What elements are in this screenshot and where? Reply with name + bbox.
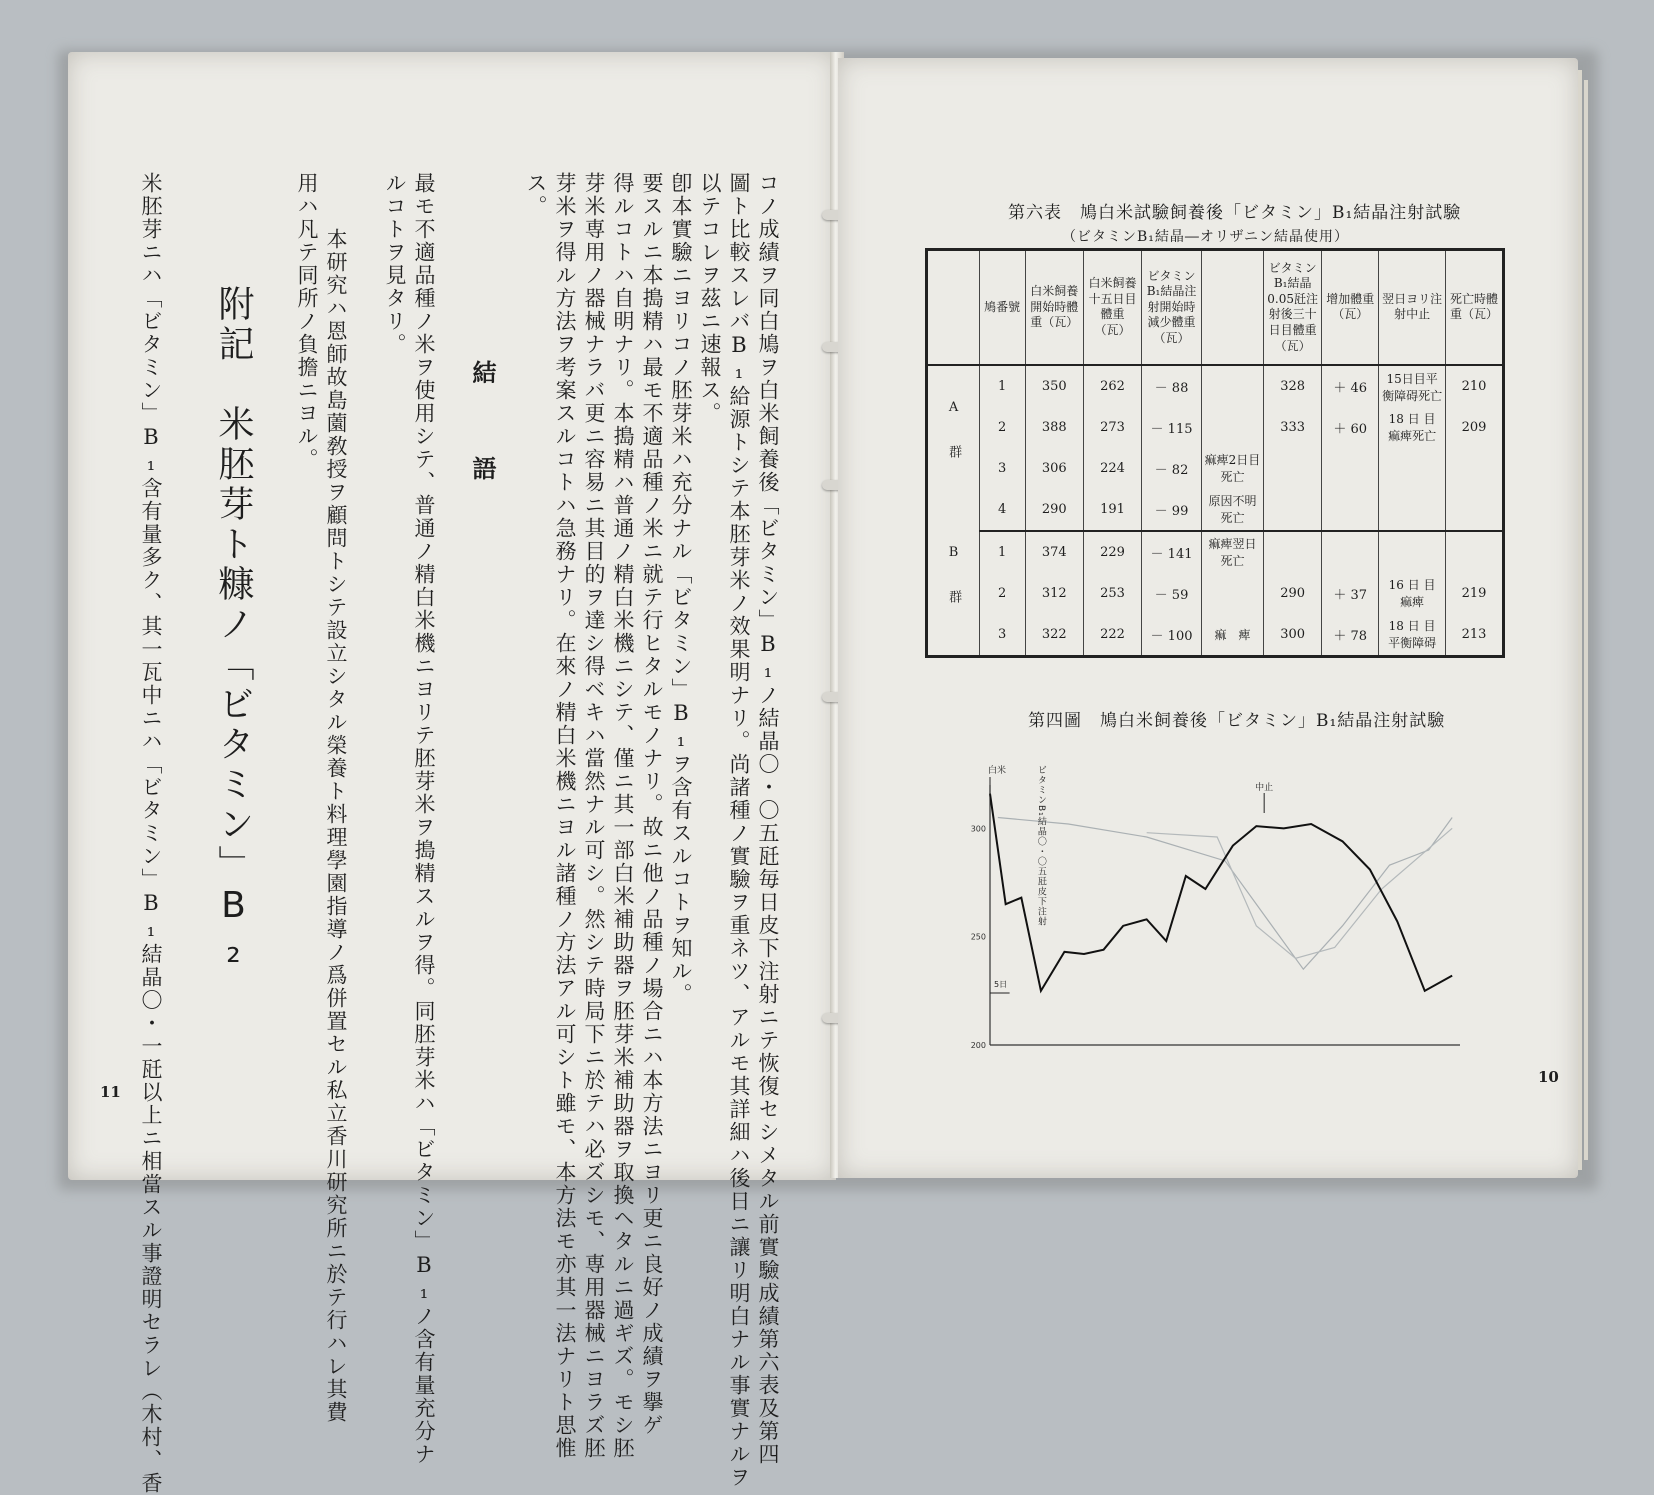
table-cell: 209 — [1446, 407, 1504, 448]
table-cell — [1446, 489, 1504, 531]
table-cell: 388 — [1025, 407, 1083, 448]
table-cell: 18 日 目 平衡障碍 — [1379, 614, 1446, 657]
table-cell — [1264, 448, 1322, 489]
table-row — [927, 531, 1504, 573]
body-text-column: 本研究ハ恩師故島薗敎授ヲ顧問トシテ設立シタル榮養ト料理學園指導ノ爲併置セル私立香川研究所ニ於テ行ハレ其費 — [324, 228, 348, 1424]
table-cell: 350 — [1025, 365, 1083, 407]
table-cell: 222 — [1083, 614, 1141, 657]
table-cell: 290 — [1025, 489, 1083, 531]
table-cell: 原因不明死亡 — [1201, 489, 1263, 531]
table-cell: 262 — [1083, 365, 1141, 407]
table-cell: 333 — [1264, 407, 1322, 448]
table-cell: 痲痺翌日死亡 — [1201, 531, 1263, 573]
table-cell — [1201, 407, 1263, 448]
table-row — [927, 489, 1504, 531]
table-cell: － 59 — [1142, 573, 1202, 614]
table-cell — [1379, 489, 1446, 531]
section-heading: 結 語 — [468, 360, 497, 504]
body-text-column: 芽米ヲ得ル方法ヲ考案スルコトハ急務ナリ。在來ノ精白米機ニヨル諸種ノ方法アル可シト雖モ、本方法モ亦其一法ナリト思惟 — [553, 172, 577, 1460]
table-cell: 1 — [979, 365, 1025, 407]
table-cell: 290 — [1264, 573, 1322, 614]
table-cell: 219 — [1446, 573, 1504, 614]
table-cell: 18 日 目 痲痺死亡 — [1379, 407, 1446, 448]
table-cell: 3 — [979, 448, 1025, 489]
table-header: 白米飼養十五日目體重（瓦） — [1083, 250, 1141, 365]
page-edge — [1578, 70, 1582, 1170]
body-text-column: 以テコレヲ茲ニ速報ス。 — [698, 172, 722, 425]
line-chart — [960, 745, 1480, 1065]
table-cell: － 141 — [1142, 531, 1202, 573]
table-header: 死亡時體重（瓦） — [1446, 250, 1504, 365]
table-cell: ＋ 60 — [1322, 407, 1379, 448]
body-text-column: ルコトヲ見タリ。 — [383, 172, 407, 356]
body-text-column: 卽本實驗ニヨリコノ胚芽米ハ充分ナル「ビタミン」B₁ヲ含有スルコトヲ知ル。 — [669, 172, 693, 1006]
start-annotation: 白米 — [988, 766, 1007, 776]
table-cell: 322 — [1025, 614, 1083, 657]
table-header: 鳩番號 — [979, 250, 1025, 365]
table-caption: 第六表 鳩白米試驗飼養後「ビタミン」B₁結晶注射試驗 — [1008, 203, 1462, 223]
table-cell — [1322, 531, 1379, 573]
table-row — [927, 573, 1504, 614]
table-row — [927, 407, 1504, 448]
series-line — [1147, 828, 1453, 958]
table-cell: － 99 — [1142, 489, 1202, 531]
body-text-column: 要スルニ本搗精ハ最モ不適品種ノ米ニ就テ行ヒタルモノナリ。故ニ他ノ品種ノ場合ニハ本方法ニヨリ更ニ良好ノ成績ヲ擧ゲ — [640, 172, 664, 1437]
table-header — [927, 250, 980, 365]
data-table — [925, 248, 1505, 658]
page-number: 11 — [100, 1083, 121, 1101]
table-cell: 191 — [1083, 489, 1141, 531]
table-cell — [1446, 531, 1504, 573]
group-cell — [927, 365, 980, 531]
table-row — [927, 365, 1504, 407]
table-header: 增加體重（瓦） — [1322, 250, 1379, 365]
body-text-column: 用ハ凡テ同所ノ負擔ニヨル。 — [295, 172, 319, 471]
body-text-column: 最モ不適品種ノ米ヲ使用シテ、普通ノ精白米機ニヨリテ胚芽米ヲ搗精スルヲ得。同胚芽米ハ「ビタミン」B₁ノ含有量充分ナ — [412, 172, 436, 1466]
table-cell — [1264, 531, 1322, 573]
table-header — [1201, 250, 1263, 365]
table-cell — [1201, 365, 1263, 407]
table-cell: 306 — [1025, 448, 1083, 489]
appendix-heading: 附記 米胚芽ト糠ノ「ビタミン」B₂ — [213, 285, 254, 975]
body-text-column: コノ成績ヲ同白鳩ヲ白米飼養後「ビタミン」B₁ノ結晶〇・〇五瓩毎日皮下注射ニテ恢復セシメタル前實驗成績第六表及第四 — [756, 172, 780, 1466]
table-header: ビタミンB₁結晶注射開始時減少體重（瓦） — [1142, 250, 1202, 365]
stop-annotation: 中止 — [1255, 783, 1274, 793]
table-cell — [1379, 448, 1446, 489]
table-cell: 1 — [979, 531, 1025, 573]
y-tick-label: 250 — [970, 932, 986, 942]
table-cell: 15日目平衡障碍死亡 — [1379, 365, 1446, 407]
body-text-column: 得ルコトハ自明ナリ。本搗精ハ普通ノ精白米機ニシテ、僅ニ其一部白米補助器ヲ胚芽米補助器ヲ取換ヘタルニ過ギズ。モシ胚 — [611, 172, 635, 1460]
table-cell: － 82 — [1142, 448, 1202, 489]
table-cell: 374 — [1025, 531, 1083, 573]
table-row — [927, 614, 1504, 657]
table-cell: 229 — [1083, 531, 1141, 573]
table-cell: 4 — [979, 489, 1025, 531]
table-cell: ＋ 78 — [1322, 614, 1379, 657]
table-header: 翌日ヨリ注射中止 — [1379, 250, 1446, 365]
table-cell: 210 — [1446, 365, 1504, 407]
interval-annotation: 5日 — [994, 980, 1008, 989]
table-cell: － 88 — [1142, 365, 1202, 407]
series-line — [998, 818, 1452, 970]
table-cell — [1379, 531, 1446, 573]
body-text-column: 圖ト比較スレバB₁給源トシテ本胚芽米ノ效果明ナリ。尚諸種ノ實驗ヲ重ネツ、アルモ其詳細ハ後日ニ讓リ明白ナル事實ナルヲ — [727, 172, 751, 1489]
table-cell: 300 — [1264, 614, 1322, 657]
table-cell — [1264, 489, 1322, 531]
table-cell — [1322, 448, 1379, 489]
table-cell: 痲 痺 — [1201, 614, 1263, 657]
table-cell — [1322, 489, 1379, 531]
y-tick-label: 200 — [970, 1041, 986, 1050]
table-header: 白米飼養開始時體重（瓦） — [1025, 250, 1083, 365]
table-cell: 328 — [1264, 365, 1322, 407]
group-label: A群 — [946, 400, 962, 489]
table-cell: 痲痺2日目死亡 — [1201, 448, 1263, 489]
y-tick-label: 300 — [970, 824, 986, 834]
table-cell: 16 日 目 痲痺 — [1379, 573, 1446, 614]
table-cell: 213 — [1446, 614, 1504, 657]
table-cell: 224 — [1083, 448, 1141, 489]
table-cell — [1446, 448, 1504, 489]
table-cell: 3 — [979, 614, 1025, 657]
body-text-column: 芽米専用ノ器械ナラバ更ニ容易ニ其目的ヲ達シ得ベキハ當然ナル可シ。然シテ時局下ニ於テハ必ズシモ、専用器械ニヨラズ胚 — [582, 172, 606, 1460]
table-header: ビタミンB₁結晶0.05瓩注射後三十日目體重（瓦） — [1264, 250, 1322, 365]
table-header-row — [927, 250, 1504, 365]
table-cell: － 100 — [1142, 614, 1202, 657]
table-cell: 273 — [1083, 407, 1141, 448]
table-cell: ＋ 46 — [1322, 365, 1379, 407]
page-number: 10 — [1538, 1068, 1559, 1086]
injection-annotation: ビタミンB₁結晶〇・〇五瓩皮下注射 — [1035, 765, 1046, 927]
table-subcaption: （ビタミンB₁結晶―オリザニン結晶使用） — [1062, 229, 1350, 245]
table-cell: 2 — [979, 573, 1025, 614]
body-text-column: 米胚芽ニハ「ビタミン」B₁含有量多ク、其一瓦中ニハ「ビタミン」B₁結晶〇・一瓩以上ニ相當スル事證明セラレ（木村、香 — [139, 172, 163, 1495]
table-row — [927, 448, 1504, 489]
table-cell: 253 — [1083, 573, 1141, 614]
body-text-column: ス。 — [524, 172, 548, 218]
group-cell — [927, 531, 980, 657]
chart-caption: 第四圖 鳩白米飼養後「ビタミン」B₁結晶注射試驗 — [1028, 711, 1446, 731]
table-cell — [1201, 573, 1263, 614]
group-label: B群 — [946, 544, 962, 633]
page-edge — [1584, 80, 1588, 1160]
table-cell: ＋ 37 — [1322, 573, 1379, 614]
table-cell: 2 — [979, 407, 1025, 448]
table-cell: 312 — [1025, 573, 1083, 614]
table-cell: － 115 — [1142, 407, 1202, 448]
